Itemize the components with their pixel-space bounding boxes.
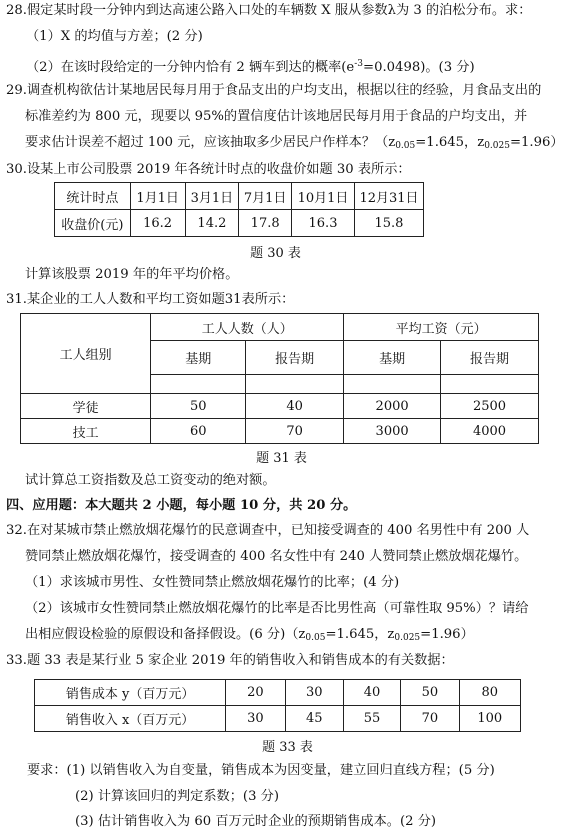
q33-intro: 33.题 33 表是某行业 5 家企业 2019 年的销售收入和销售成本的有关数据： — [6, 653, 454, 668]
q30-cell: 16.3 — [292, 210, 355, 237]
q33-req1: 要求：(1) 以销售收入为自变量，销售成本为因变量，建立回归直线方程；(5 分) — [27, 763, 495, 778]
q29-line3: 要求估计误差不超过 100 元，应该抽取多少居民户作样本？（$z_{0.05}=1.645$，$z_{0.025}=1.96$） — [25, 135, 564, 151]
q30-table — [54, 182, 424, 237]
q31-cell: 3000 — [344, 419, 441, 444]
q28-line3: （2）在该时段给定的一分钟内恰有 2 辆车到达的概率$(e^{-3}=0.0498)$。(3 分) — [26, 59, 475, 75]
q29-line1: 29.调查机构欲估计某地居民每月用于食品支出的户均支出，根据以往的经验，月食品支出的 — [6, 83, 542, 98]
section-heading: 四、应用题：本大题共 2 小题，每小题 10 分，共 20 分。 — [6, 498, 357, 513]
q29-line2: 标准差约为 800 元，现要以 95%的置信度估计该地居民每月用于食品的户均支出，并 — [25, 109, 528, 124]
q33-cell: 30 — [285, 680, 343, 706]
q33-cell: 40 — [343, 680, 400, 706]
q31-cell: 40 — [246, 394, 344, 419]
q30-cell: 3月1日 — [185, 183, 239, 210]
q33-cell: 销售成本 y（百万元） — [35, 680, 226, 706]
q33-cell: 销售收入 x（百万元） — [35, 706, 226, 732]
q32-line5: 出相应假设检验的原假设和备择假设。(6 分)（$z_{0.05}=1.645$，$z_{0.025}=1.96$） — [25, 627, 474, 643]
q31-cell: 60 — [151, 419, 246, 444]
q30-cell: 1月1日 — [130, 183, 185, 210]
q31-cell: 2000 — [344, 394, 441, 419]
q32-line1: 32.在对某城市禁止燃放烟花爆竹的民意调查中，已知接受调查的 400 名男性中有 200 人 — [6, 523, 530, 538]
q32-line4: （2）该城市女性赞同禁止燃放烟花爆竹的比率是否比男性高（可靠性取 95%）？请给 — [25, 601, 529, 616]
q33-cell: 80 — [459, 680, 520, 706]
q30-cell: 16.2 — [130, 210, 185, 237]
q33-cell: 30 — [226, 706, 285, 732]
q31-question: 试计算总工资指数及总工资变动的绝对额。 — [25, 473, 276, 488]
q30-cell: 统计时点 — [55, 183, 131, 210]
q31-intro: 31.某企业的工人人数和平均工资如题31表所示： — [6, 292, 295, 307]
q30-question: 计算该股票 2019 年的年平均价格。 — [25, 267, 239, 282]
q33-table — [34, 679, 521, 732]
q31-wage-header: 平均工资（元） — [344, 314, 539, 341]
q33-req2: (2) 计算该回归的判定系数；(3 分) — [75, 789, 279, 804]
q31-group-header: 工人组别 — [21, 314, 151, 394]
q30-cell: 7月1日 — [239, 183, 292, 210]
q28-line1: 28.假定某时段一分钟内到达高速公路入口处的车辆数 X 服从参数λ为 3 的泊松分布。求： — [6, 3, 532, 18]
q31-cell: 技工 — [21, 419, 151, 444]
q33-cell: 20 — [226, 680, 285, 706]
q31-cell: 学徒 — [21, 394, 151, 419]
q33-cell: 100 — [459, 706, 520, 732]
q31-workers-header: 工人人数（人） — [151, 314, 344, 341]
q33-req3: (3) 估计销售收入为 60 百万元时企业的预期销售成本。(2 分) — [75, 814, 437, 829]
q30-caption: 题 30 表 — [250, 246, 301, 261]
q33-cell: 45 — [285, 706, 343, 732]
q28-line2: （1）X 的均值与方差；(2 分) — [26, 29, 203, 44]
q31-subheader: 基期 — [344, 341, 441, 375]
q30-cell: 14.2 — [185, 210, 239, 237]
q32-line2: 赞同禁止燃放烟花爆竹，接受调查的 400 名女性中有 240 人赞同禁止燃放烟花爆竹。 — [25, 549, 528, 564]
q30-cell: 12月31日 — [354, 183, 423, 210]
q31-cell: 4000 — [441, 419, 539, 444]
q31-cell: 50 — [151, 394, 246, 419]
q33-cell: 50 — [401, 680, 459, 706]
q30-intro: 30.设某上市公司股票 2019 年各统计时点的收盘价如题 30 表所示： — [6, 162, 411, 177]
q30-cell: 10月1日 — [292, 183, 355, 210]
q31-subheader: 报告期 — [246, 341, 344, 375]
q30-cell: 15.8 — [354, 210, 423, 237]
q31-caption: 题 31 表 — [256, 451, 307, 466]
q30-cell: 收盘价(元) — [55, 210, 131, 237]
q30-cell: 17.8 — [239, 210, 292, 237]
q31-cell: 70 — [246, 419, 344, 444]
q33-caption: 题 33 表 — [262, 740, 313, 755]
q31-table — [20, 313, 539, 444]
q31-subheader: 报告期 — [441, 341, 539, 375]
q32-line3: （1）求该城市男性、女性赞同禁止燃放烟花爆竹的比率；(4 分) — [25, 575, 400, 590]
q33-cell: 55 — [343, 706, 400, 732]
q33-cell: 70 — [401, 706, 459, 732]
q31-subheader: 基期 — [151, 341, 246, 375]
q31-cell: 2500 — [441, 394, 539, 419]
